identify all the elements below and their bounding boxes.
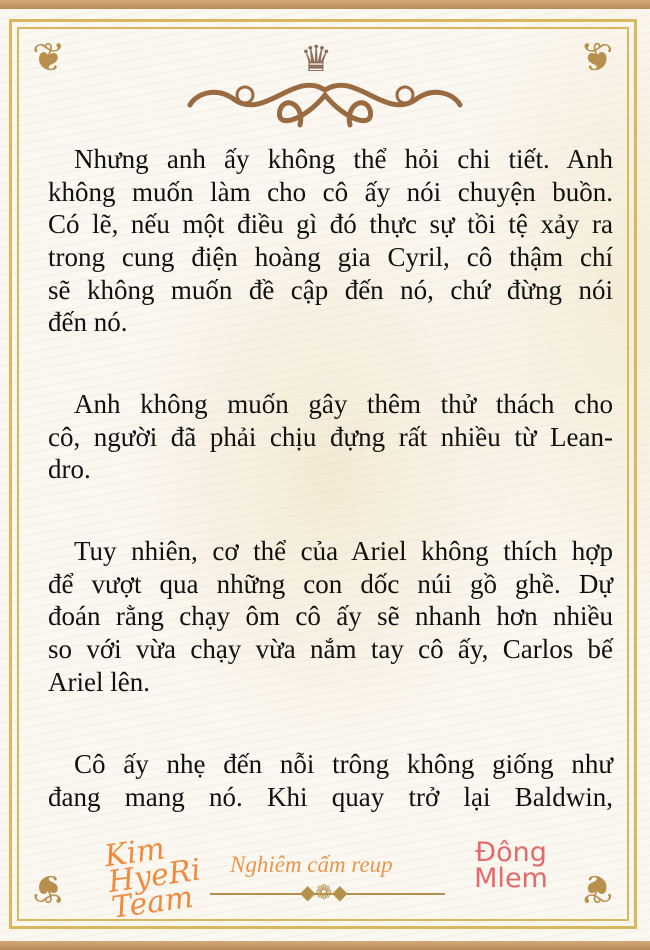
dong-mlem-logo: Đông Mlem <box>474 837 548 894</box>
text-line: Có lẽ, nếu một điều gì đó thực sự tồi tệ xảy ra <box>48 209 613 240</box>
corner-ornament-icon: ❦ <box>32 35 66 80</box>
text-line: không muốn làm cho cô ấy nói chuyện buồn. <box>48 176 613 207</box>
paragraph-1 <box>48 143 613 339</box>
text-line: Ariel lên. <box>48 666 150 697</box>
bottom-bar <box>0 941 650 950</box>
crown-icon: ♛ <box>300 39 333 79</box>
no-reup-notice: Nghiêm cấm reup <box>230 852 393 877</box>
corner-ornament-icon: ❦ <box>32 866 66 911</box>
kim-hyeri-team-logo: Kim HyeRi Team <box>102 831 203 926</box>
text-line: đến nó. <box>48 307 128 338</box>
corner-ornament-icon: ❦ <box>580 866 614 911</box>
paragraph-2 <box>48 388 613 486</box>
text-line: so với vừa chạy vừa nắm tay cô ấy, Carlos bế <box>48 634 613 665</box>
text-line: đoán rằng chạy ôm cô ấy sẽ nhanh hơn nhiều <box>48 601 613 632</box>
flourish-ornament-icon <box>185 70 465 140</box>
text-line: Cô ấy nhẹ đến nỗi trông không giống như <box>74 749 613 779</box>
text-line: đang mang nó. Khi quay trở lại Baldwin, <box>48 781 613 812</box>
paragraph-4 <box>48 748 613 813</box>
text-line: cô, người đã phải chịu đựng rất nhiều từ Lean- <box>48 421 613 452</box>
corner-ornament-icon: ❦ <box>580 35 614 80</box>
divider-ornament-icon: ◆❁◆ <box>300 882 348 904</box>
text-line: Anh không muốn gây thêm thử thách cho <box>74 389 613 419</box>
top-bar <box>0 0 650 9</box>
text-line: Nhưng anh ấy không thể hỏi chi tiết. Anh <box>74 144 613 174</box>
text-line: trong cung điện hoàng gia Cyril, cô thậm chí <box>48 242 613 273</box>
paragraph-3 <box>48 535 613 698</box>
text-line: sẽ không muốn đề cập đến nó, chứ đừng nói <box>48 274 613 305</box>
text-line: Tuy nhiên, cơ thể của Ariel không thích hợp <box>74 536 613 566</box>
text-line: để vượt qua những con dốc núi gồ ghề. Dự <box>48 568 613 599</box>
text-line: dro. <box>48 454 91 485</box>
